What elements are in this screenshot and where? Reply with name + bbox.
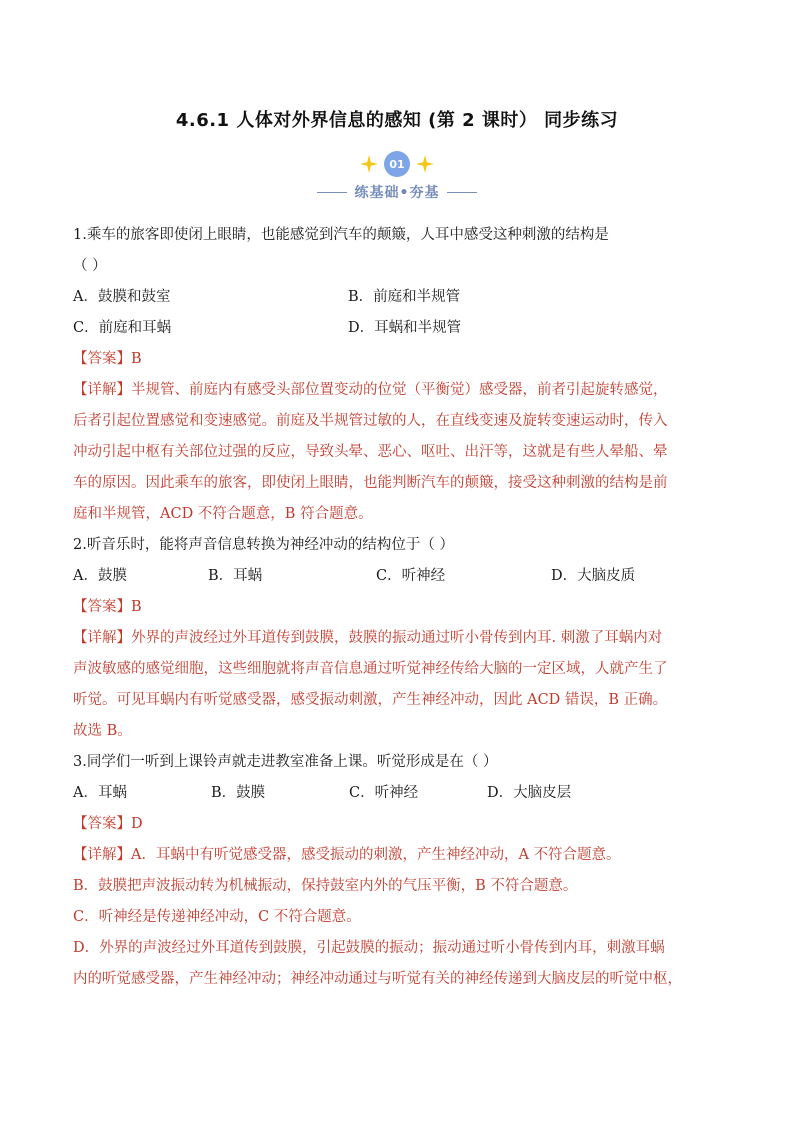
- option-a: A．耳蜗: [73, 785, 127, 801]
- option-b: B．前庭和半规管: [348, 289, 461, 305]
- detail-text: A．耳蜗中有听觉感受器，感受振动的刺激，产生神经冲动，A 不符合题意。: [131, 847, 621, 863]
- section-label: 练基础•夯基: [354, 185, 440, 201]
- detail-tag: 【详解】: [73, 382, 131, 398]
- detail-text: 外界的声波经过外耳道传到鼓膜，鼓膜的振动通过听小骨传到内耳. 刺激了耳蜗内对: [131, 630, 663, 646]
- sparkle-icon: [360, 155, 378, 173]
- detail-line: 故选 B。: [73, 723, 132, 739]
- option-a: A．鼓膜和鼓室: [73, 289, 171, 305]
- detail-line: [73, 840, 728, 871]
- sparkle-icon: [416, 155, 434, 173]
- detail-line: [73, 623, 728, 654]
- page-title: 4.6.1 人体对外界信息的感知 (第 2 课时） 同步练习: [175, 110, 619, 131]
- question-stem: 1.乘车的旅客即使闭上眼睛，也能感觉到汽车的颠簸，人耳中感受这种刺激的结构是: [73, 227, 609, 243]
- option-row: [73, 561, 728, 592]
- detail-line: 后者引起位置感觉和变速感觉。前庭及半规管过敏的人，在直线变速及旋转变速运动时，传入: [73, 413, 668, 429]
- answer-tag: 【答案】: [73, 816, 131, 832]
- answer-blank: （ ）: [73, 258, 107, 274]
- answer-line: [73, 809, 728, 840]
- option-a: A．鼓膜: [73, 568, 127, 584]
- option-b: B．鼓膜: [211, 785, 266, 801]
- question-content: [73, 220, 728, 995]
- option-row: [73, 282, 728, 313]
- answer-value: B: [131, 351, 142, 367]
- answer-tag: 【答案】: [73, 351, 131, 367]
- detail-line: D．外界的声波经过外耳道传到鼓膜，引起鼓膜的振动；振动通过听小骨传到内耳，刺激耳蜗: [73, 940, 665, 956]
- option-d: D．耳蜗和半规管: [348, 320, 462, 336]
- answer-value: D: [131, 816, 143, 832]
- detail-line: 声波敏感的感觉细胞，这些细胞就将声音信息通过听觉神经传给大脑的一定区域，人就产生了: [73, 661, 668, 677]
- section-number: 01: [384, 151, 410, 177]
- detail-line: B．鼓膜把声波振动转为机械振动，保持鼓室内外的气压平衡，B 不符合题意。: [73, 878, 578, 894]
- answer-tag: 【答案】: [73, 599, 131, 615]
- option-d: D．大脑皮层: [487, 785, 572, 801]
- option-row: [73, 778, 728, 809]
- question-stem: 3.同学们一听到上课铃声就走进教室准备上课。听觉形成是在（ ）: [73, 754, 498, 770]
- detail-line: [73, 375, 728, 406]
- option-b: B．耳蜗: [208, 568, 263, 584]
- detail-line: 车的原因。因此乘车的旅客，即使闭上眼睛，也能判断汽车的颠簸，接受这种刺激的结构是前: [73, 475, 668, 491]
- answer-line: [73, 344, 728, 375]
- option-c: C．听神经: [376, 568, 446, 584]
- detail-text: 半规管、前庭内有感受头部位置变动的位觉（平衡觉）感受器，前者引起旋转感觉，: [131, 382, 668, 398]
- option-d: D．大脑皮质: [551, 568, 636, 584]
- section-badge: [0, 149, 794, 179]
- divider: [317, 192, 347, 193]
- detail-line: 冲动引起中枢有关部位过强的反应，导致头晕、恶心、呕吐、出汗等，这就是有些人晕船、晕: [73, 444, 668, 460]
- detail-tag: 【详解】: [73, 847, 131, 863]
- detail-line: C．听神经是传递神经冲动，C 不符合题意。: [73, 909, 361, 925]
- question-stem: 2.听音乐时，能将声音信息转换为神经冲动的结构位于（ ）: [73, 537, 454, 553]
- detail-line: 内的听觉感受器，产生神经冲动；神经冲动通过与听觉有关的神经传递到大脑皮层的听觉中枢，: [73, 971, 682, 987]
- option-row: [73, 313, 728, 344]
- section-heading: [0, 181, 794, 203]
- option-c: C．前庭和耳蜗: [73, 320, 172, 336]
- answer-line: [73, 592, 728, 623]
- divider: [447, 192, 477, 193]
- option-c: C．听神经: [349, 785, 419, 801]
- detail-tag: 【详解】: [73, 630, 131, 646]
- answer-value: B: [131, 599, 142, 615]
- detail-line: 听觉。可见耳蜗内有听觉感受器，感受振动刺激，产生神经冲动，因此 ACD 错误，B 正确。: [73, 692, 668, 708]
- detail-line: 庭和半规管，ACD 不符合题意，B 符合题意。: [73, 506, 373, 522]
